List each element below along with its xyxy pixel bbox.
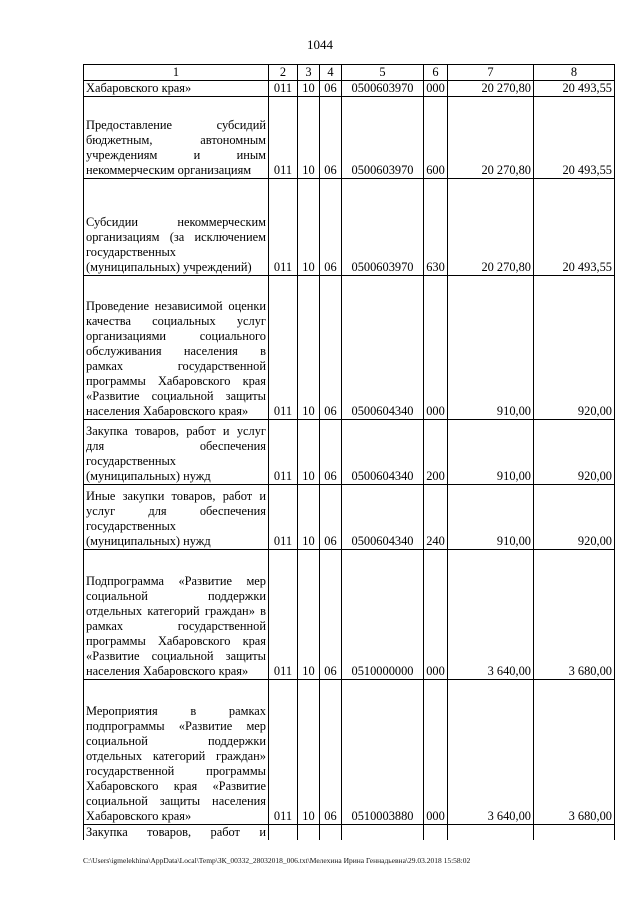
row-name: Закупка товаров, работ и — [84, 825, 269, 841]
cell-amount-1: 910,00 — [448, 485, 534, 550]
cell-admin: 011 — [269, 550, 298, 680]
cell-admin: 011 — [269, 420, 298, 485]
cell-amount-2: 3 680,00 — [534, 550, 615, 680]
file-path-footer: C:\Users\igmelekhina\AppData\Local\Temp\ЗК_00332_28032018_006.txt\Мелехина Ирина Геннадьевна\29.03.2018 15:58:02 — [83, 856, 471, 865]
cell-amount-1: 20 270,80 — [448, 179, 534, 276]
table-row — [84, 550, 615, 680]
table-row — [84, 825, 615, 841]
cell-section: 10 — [298, 550, 320, 680]
cell-amount-1: 20 270,80 — [448, 97, 534, 179]
cell-target: 0500603970 — [342, 81, 424, 97]
table-row — [84, 420, 615, 485]
row-name: Закупка товаров, работ и услуг для обеспечения государственных (муниципальных) нужд — [84, 420, 269, 485]
cell-section — [298, 825, 320, 841]
cell-target: 0500604340 — [342, 276, 424, 420]
header-row — [84, 65, 615, 81]
cell-section: 10 — [298, 276, 320, 420]
row-name: Хабаровского края» — [84, 81, 269, 97]
cell-amount-1: 20 270,80 — [448, 81, 534, 97]
table-row — [84, 680, 615, 825]
cell-target: 0500603970 — [342, 97, 424, 179]
table-row — [84, 485, 615, 550]
cell-amount-2: 920,00 — [534, 485, 615, 550]
header-cell: 7 — [448, 65, 534, 81]
cell-amount-1: 910,00 — [448, 420, 534, 485]
cell-expense-type: 240 — [424, 485, 448, 550]
cell-amount-2 — [534, 825, 615, 841]
cell-target — [342, 825, 424, 841]
cell-admin: 011 — [269, 485, 298, 550]
cell-section: 10 — [298, 420, 320, 485]
page-number: 1044 — [307, 37, 333, 52]
header-cell: 2 — [269, 65, 298, 81]
cell-admin: 011 — [269, 97, 298, 179]
table-row — [84, 97, 615, 179]
cell-expense-type: 000 — [424, 550, 448, 680]
cell-admin: 011 — [269, 81, 298, 97]
cell-expense-type: 000 — [424, 680, 448, 825]
cell-amount-2: 920,00 — [534, 420, 615, 485]
row-name: Иные закупки товаров, работ и услуг для обеспечения государственных (муниципальных) нужд — [84, 485, 269, 550]
cell-section: 10 — [298, 680, 320, 825]
row-name: Предоставление субсидий бюджетным, автономным учреждениям и иным некоммерческим организациям — [84, 97, 269, 179]
cell-expense-type: 630 — [424, 179, 448, 276]
header-cell: 4 — [320, 65, 342, 81]
cell-expense-type: 200 — [424, 420, 448, 485]
cell-subsection: 06 — [320, 420, 342, 485]
budget-table — [83, 64, 615, 840]
cell-amount-2: 920,00 — [534, 276, 615, 420]
table-row — [84, 81, 615, 97]
cell-admin: 011 — [269, 179, 298, 276]
cell-subsection: 06 — [320, 97, 342, 179]
cell-amount-2: 20 493,55 — [534, 179, 615, 276]
cell-subsection: 06 — [320, 550, 342, 680]
cell-subsection: 06 — [320, 81, 342, 97]
cell-amount-1: 3 640,00 — [448, 680, 534, 825]
cell-expense-type — [424, 825, 448, 841]
cell-admin: 011 — [269, 680, 298, 825]
cell-target: 0500604340 — [342, 420, 424, 485]
header-cell: 3 — [298, 65, 320, 81]
cell-expense-type: 000 — [424, 276, 448, 420]
cell-amount-1: 910,00 — [448, 276, 534, 420]
cell-target: 0500603970 — [342, 179, 424, 276]
header-cell: 1 — [84, 65, 269, 81]
row-name: Субсидии некоммерческим организациям (за исключением государственных (муниципальных) учреждений) — [84, 179, 269, 276]
cell-subsection — [320, 825, 342, 841]
cell-target: 0500604340 — [342, 485, 424, 550]
row-name: Мероприятия в рамках подпрограммы «Развитие мер социальной поддержки отдельных категорий граждан» государственной программы Хабаровского края «Развитие социальной защиты населения Хабаровского края» — [84, 680, 269, 825]
cell-admin — [269, 825, 298, 841]
row-name: Подпрограмма «Развитие мер социальной поддержки отдельных категорий граждан» в рамках государственной программы Хабаровского края «Развитие социальной защиты населения Хабаровского края» — [84, 550, 269, 680]
header-cell: 5 — [342, 65, 424, 81]
cell-target: 0510003880 — [342, 680, 424, 825]
cell-subsection: 06 — [320, 179, 342, 276]
cell-amount-2: 20 493,55 — [534, 97, 615, 179]
cell-section: 10 — [298, 179, 320, 276]
cell-subsection: 06 — [320, 680, 342, 825]
header-cell: 6 — [424, 65, 448, 81]
cell-section: 10 — [298, 81, 320, 97]
cell-section: 10 — [298, 485, 320, 550]
cell-expense-type: 600 — [424, 97, 448, 179]
cell-amount-2: 20 493,55 — [534, 81, 615, 97]
table-row — [84, 276, 615, 420]
cell-amount-1 — [448, 825, 534, 841]
cell-amount-1: 3 640,00 — [448, 550, 534, 680]
cell-amount-2: 3 680,00 — [534, 680, 615, 825]
cell-expense-type: 000 — [424, 81, 448, 97]
cell-subsection: 06 — [320, 485, 342, 550]
table-row — [84, 179, 615, 276]
row-name: Проведение независимой оценки качества социальных услуг организациями социального обслуживания населения в рамках государственной программы Хабаровского края «Развитие социальной защиты населения Хабаровского края» — [84, 276, 269, 420]
cell-subsection: 06 — [320, 276, 342, 420]
cell-admin: 011 — [269, 276, 298, 420]
header-cell: 8 — [534, 65, 615, 81]
cell-target: 0510000000 — [342, 550, 424, 680]
cell-section: 10 — [298, 97, 320, 179]
